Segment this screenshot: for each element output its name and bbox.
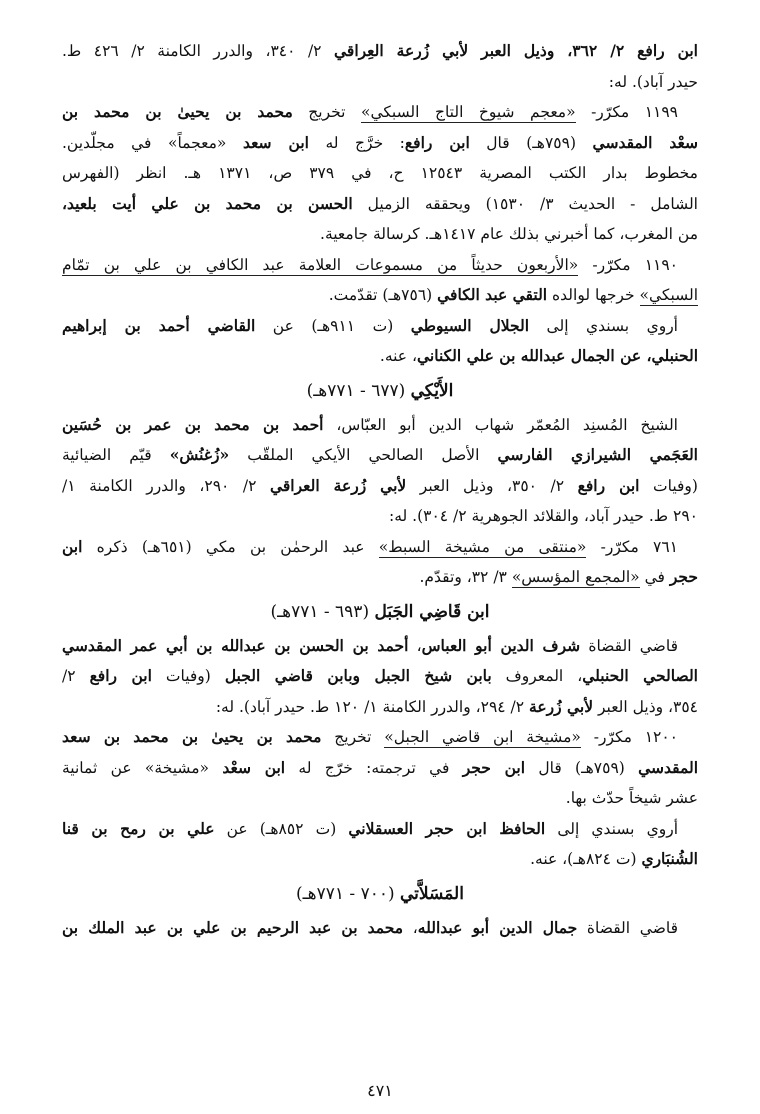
text-run: تخريج [292,103,361,121]
text-line [62,97,698,128]
bold-name: ابن قَاضِي الجَبَل [374,601,490,622]
text-run: ، المعروف [491,667,583,685]
bold-name: ابن رافع [404,132,470,152]
bold-name: الحنبلي، عن الجمال عبدالله بن علي الكناني [416,346,698,365]
text-line [62,341,698,372]
text-run: ١١٩٩ مكرّر- [575,103,678,121]
text-run: ٢/ ٢٩٤، والدرر الكامنة ١/ ١٢٠ ط. حيدر آباد). له: [215,697,530,716]
text-run: مخطوط بدار الكتب المصرية ١٢٥٤٣ ح، في ٣٧٩ ص، ١٣٧١ هـ. انظر (الفهرس [62,164,698,182]
text-body [62,36,698,943]
bold-name: ابن سعْد [222,757,286,777]
text-run: (٧٠٠ - ٧٧١هـ) [296,883,401,904]
text-run: ١٢٠٠ مكرّر- [580,728,679,746]
text-run: (ت ٨٢٤هـ)، عنه. [530,850,642,868]
text-run: (ت ٨٥٢هـ) عن [214,819,349,838]
text-line [62,661,698,692]
text-run: خرجها لوالده [547,286,640,304]
bold-name: «زُغنُش» [169,445,230,464]
text-run: قاضي القضاة [577,918,678,937]
book-title: السبكي» [639,286,698,304]
page-number: ٤٧١ [367,1081,393,1100]
text-run: حيدر آباد). له: [608,72,698,91]
text-run: «معجماً» في مجلّدين. [62,133,243,152]
bold-name: الحسن بن محمد بن علي أيت بلعيد، [62,193,353,213]
text-line [62,280,698,311]
text-run: (ت ٩١١هـ) عن [255,316,411,335]
section-heading [62,372,698,410]
text-run: ٢٩٠ ط. حيدر آباد، والقلائد الجوهرية ٢/ ٣٠٤). له: [388,507,698,525]
text-run: الشيخ المُسنِد المُعمّر شهاب الدين أبو العبّاس، [323,415,678,434]
book-title: «المجمع المؤسس» [511,568,640,586]
text-run: ٣٥٤، وذيل العبر [593,697,698,716]
text-line [62,814,698,845]
bold-name: محمد بن يحيىٰ بن محمد بن [62,102,293,121]
text-line [62,410,698,441]
text-run: (٧٥٩هـ) قال [525,758,639,777]
text-run: قاضي القضاة [580,636,678,655]
bold-name: الصالحي الحنبلي [582,666,698,685]
bold-name: لأبي زُرعة العراقي [269,475,407,495]
text-run: (٦٩٣ - ٧٧١هـ) [270,601,375,622]
bold-name: المقدسي [638,757,698,777]
text-run: في [639,568,670,586]
text-line [62,471,698,502]
book-title: «الأربعون حديثاً من مسموعات العلامة عبد الكافي بن علي بن تمّام [62,255,579,274]
text-run: الأصل الصالحي الأيكي الملقّب [229,446,498,464]
bold-name: حجر [669,567,698,586]
bold-name: جمال الدين أبو عبدالله [417,917,578,937]
text-run: ٧٦١ مكرّر- [586,537,679,556]
text-line [62,219,698,250]
text-line [62,692,698,723]
bold-name: التقي عبد الكافي [437,285,548,304]
text-line [62,722,698,753]
bold-name: لأبي زُرعة العِراقي [334,41,469,60]
text-line [62,67,698,98]
bold-name: محمد بن عبد الرحيم بن علي بن عبد الملك بن [62,917,404,937]
text-run: الشامل - الحديث ٣/ ١٥٣٠) ويحققه الزميل [352,194,698,213]
text-run: تخريج [321,728,385,746]
bold-name: المَسَلاَّتي [400,883,464,904]
bold-name: سعْد المقدسي [592,132,698,152]
bold-name: علي بن رمح بن قنا [62,818,215,838]
document-page [62,36,698,1044]
text-run: ١١٩٠ مكرّر- [578,255,678,274]
text-line [62,158,698,189]
text-line [62,189,698,220]
book-title: «مشيخة ابن قاضي الجبل» [384,728,581,746]
text-line [62,913,698,944]
section-heading [62,875,698,913]
text-line [62,753,698,784]
text-run: ، [403,918,418,937]
bold-name: ابن سعد [242,132,309,152]
text-line [62,631,698,662]
bold-name: ابن [62,536,83,556]
bold-name: ابن حجر [462,757,526,777]
bold-name: بابن شيخ الجبل وبابن قاضي الجبل [224,666,492,685]
text-run: أروي بسندي إلى [529,316,678,335]
bold-name: ابن رافع [89,666,152,685]
bold-name: أحمد بن محمد بن عمر بن حُسَين [62,414,324,434]
text-run: «مشيخة» عن ثمانية [62,758,223,777]
text-line [62,532,698,563]
text-run: في ترجمته: خرّج له [285,758,463,777]
bold-name: الحافظ ابن حجر العسقلاني [348,818,546,838]
bold-name: لأبي زُرعة [529,696,594,716]
text-line [62,250,698,281]
text-line [62,440,698,471]
bold-name: الشُنبَاري [641,849,698,868]
text-run: عشر شيخاً حدّث بها. [565,789,698,807]
section-heading [62,593,698,631]
bold-name: الجلال السيوطي [410,315,530,335]
text-line [62,783,698,814]
text-run: ٣/ ٣٢، وتقدّم. [419,568,512,586]
text-line [62,501,698,532]
book-title: «منتقى من مشيخة السبط» [378,537,587,556]
bold-name: أحمد بن الحسن بن عبدالله بن أبي عمر المقدسي [62,635,409,655]
text-line [62,128,698,159]
text-run: (٦٧٧ - ٧٧١هـ) [306,380,411,401]
text-run: (وفيات [151,667,225,685]
text-run: عبد الرحمٰن بن مكي (٦٥١هـ) ذكره [82,537,379,556]
bold-name: الأَيْكِي [410,380,454,401]
bold-name: العَجَمي الشيرازي الفارسي [497,445,698,464]
bold-name: شرف الدين أبو العباس [421,635,581,655]
bold-name: ابن رافع ٢/ ٣٦٢، وذيل العبر [468,41,698,60]
text-run: ٢/ [62,667,90,685]
text-line [62,562,698,593]
text-line [62,311,698,342]
text-run: : خرَّج له [308,133,405,152]
bold-name: ابن رافع [577,475,640,495]
book-title: «معجم شيوخ التاج السبكي» [360,103,576,121]
text-run: (٧٥٩هـ) قال [469,133,593,152]
text-run: ، [408,636,422,655]
text-line [62,844,698,875]
text-run: من المغرب، كما أخبرني بذلك عام ١٤١٧هـ. كرسالة جامعية. [320,225,698,243]
text-run: ٢/ ٣٥٠، وذيل العبر [406,476,578,495]
text-line [62,36,698,67]
bold-name: محمد بن يحيىٰ بن محمد بن سعد [62,727,322,746]
text-run: أروي بسندي إلى [545,819,678,838]
text-run: ٢/ ٢٩٠، والدرر الكامنة ١/ [62,476,270,495]
text-run: ٢/ ٣٤٠، والدرر الكامنة ٢/ ٤٢٦ ط. [62,42,334,60]
text-run: (وفيات [639,476,698,495]
bold-name: القاضي أحمد بن إبراهيم [62,315,256,335]
text-run: قيّم الضيائية [62,446,170,464]
text-run: ، عنه. [379,347,417,365]
text-run: (٧٥٦هـ) تقدّمت. [328,286,438,304]
